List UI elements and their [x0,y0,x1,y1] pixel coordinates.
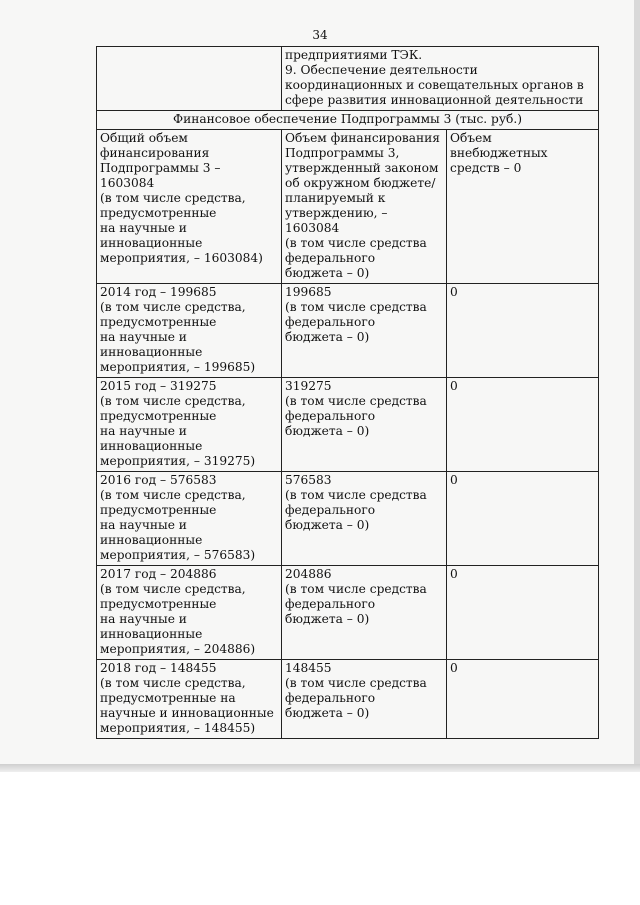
year-extrabudgetary-cell: 0 [447,472,599,566]
empty-cell [97,47,282,111]
table-row [97,284,599,378]
table-row-totals [97,130,599,284]
year-total-cell: 2015 год – 319275 (в том числе средства, предусмотренные на научные и инновационные мероприятия, – 319275) [97,378,282,472]
extrabudgetary-cell: Объем внебюджетных средств – 0 [447,130,599,284]
year-extrabudgetary-cell: 0 [447,284,599,378]
year-extrabudgetary-cell: 0 [447,566,599,660]
table-row [97,660,599,739]
year-budget-cell: 576583 (в том числе средства федерального бюджета – 0) [282,472,447,566]
year-budget-cell: 319275 (в том числе средства федерального бюджета – 0) [282,378,447,472]
page-number: 34 [312,28,328,42]
year-total-cell: 2016 год – 576583 (в том числе средства, предусмотренные на научные и инновационные мероприятия, – 576583) [97,472,282,566]
financing-table [96,46,599,739]
activities-cell: предприятиями ТЭК. 9. Обеспечение деятельности координационных и совещательных органов в сфере развития инновационной деятельности [282,47,599,111]
year-total-cell: 2018 год – 148455 (в том числе средства, предусмотренные на научные и инновационные мероприятия, – 148455) [97,660,282,739]
year-total-cell: 2014 год – 199685 (в том числе средства, предусмотренные на научные и инновационные мероприятия, – 199685) [97,284,282,378]
table-row-top [97,47,599,111]
year-extrabudgetary-cell: 0 [447,660,599,739]
table-row [97,566,599,660]
section-heading: Финансовое обеспечение Подпрограммы 3 (тыс. руб.) [97,111,599,130]
table-row [97,472,599,566]
year-budget-cell: 204886 (в том числе средства федерального бюджета – 0) [282,566,447,660]
scan-edge [0,764,640,772]
year-budget-cell: 199685 (в том числе средства федерального бюджета – 0) [282,284,447,378]
year-extrabudgetary-cell: 0 [447,378,599,472]
table-row [97,378,599,472]
section-heading-row [97,111,599,130]
year-total-cell: 2017 год – 204886 (в том числе средства, предусмотренные на научные и инновационные мероприятия, – 204886) [97,566,282,660]
total-financing-cell: Общий объем финансирования Подпрограммы 3 – 1603084 (в том числе средства, предусмотренные на научные и инновационные мероприятия, – 1603084) [97,130,282,284]
year-budget-cell: 148455 (в том числе средства федерального бюджета – 0) [282,660,447,739]
budget-financing-cell: Объем финансирования Подпрограммы 3, утвержденный законом об окружном бюджете/ планируемый к утверждению, – 1603084 (в том числе средства федерального бюджета – 0) [282,130,447,284]
